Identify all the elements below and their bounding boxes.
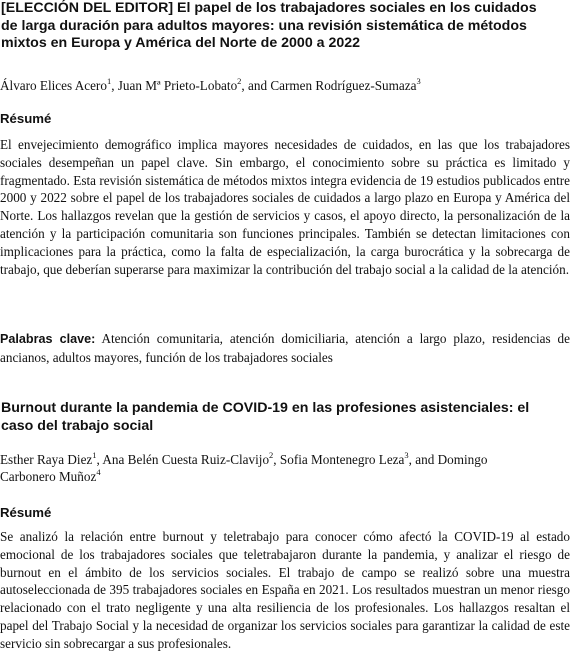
article-2-authors <box>0 451 545 485</box>
article-1-abstract: El envejecimiento demográfico implica mayores necesidades de cuidados, en las que los trabajadores sociales desempeñan un papel clave. Sin embargo, el conocimiento sobre su práctica es limitado y fragmentado. Esta revisión sistemática de métodos mixtos integra evidencia de 19 estudios publicados entre 2000 y 2022 sobre el papel de los trabajadores sociales de cuidados a largo plazo en Europa y América del Norte. Los hallazgos revelan que la gestión de servicios y casos, el apoyo directo, la personalización de la atención y la participación comunitaria son funciones principales. También se detectan limitaciones con implicaciones para la práctica, como la falta de especialización, la carga burocrática y la sobrecarga de trabajo, que deberían superarse para maximizar la contribución del trabajo social a la calidad de la atención. <box>0 137 570 277</box>
author-affiliation: 2 <box>269 450 274 460</box>
article-1-keywords <box>0 330 570 367</box>
author-affiliation: 4 <box>96 467 101 477</box>
author-affiliation: 3 <box>404 450 409 460</box>
author-affiliation: 2 <box>237 76 242 86</box>
author-separator: , <box>96 452 103 467</box>
article-1-authors <box>0 77 572 94</box>
author-name: Esther Raya Diez <box>0 452 93 467</box>
author-affiliation: 1 <box>106 76 112 86</box>
article-1-resume-heading: Résumé <box>0 111 52 126</box>
author-affiliation: 1 <box>92 450 97 460</box>
keywords-label: Palabras clave: <box>0 332 96 346</box>
author-affiliation: 3 <box>416 76 421 86</box>
article-1-title[interactable]: [ELECCIÓN DEL EDITOR] El papel de los trabajadores sociales en los cuidados de larga duración para adultos mayores: una revisión sistemática de métodos mixtos en Europa y América del Norte de 2000 a 2022 <box>1 0 537 51</box>
author-separator: , <box>111 78 118 93</box>
article-2-resume-heading: Résumé <box>0 505 52 520</box>
author-separator: , and <box>408 452 438 467</box>
author-name: Sofia Montenegro Leza <box>279 452 405 467</box>
article-2-title[interactable]: Burnout durante la pandemia de COVID-19 en las profesiones asistenciales: el caso del trabajo social <box>1 400 530 434</box>
article-2 <box>0 400 572 651</box>
author-name: Domingo Carbonero Muñoz <box>0 452 488 484</box>
author-name: Juan Mª Prieto-Lobato <box>117 78 238 93</box>
article-2-abstract: Se analizó la relación entre burnout y teletrabajo para conocer cómo afectó la COVID-19 al estado emocional de los trabajadores sociales que teletrabajaron durante la pandemia, y analizar el riesgo de burnout en el ámbito de los servicios sociales. El trabajo de campo se realizó sobre una muestra autoseleccionada de 395 trabajadores sociales en España en 2021. Los resultados muestran un menor riesgo relacionado con el trato negligente y una alta resiliencia de los profesionales. Los hallazgos resaltan el papel del Trabajo Social y la necesidad de organizar los servicios sociales para garantizar la calidad de este servicio sin sobrecargar a sus profesionales. <box>0 529 570 651</box>
keywords-list: Atención comunitaria, atención domiciliaria, atención a largo plazo, residencias de ancianos, adultos mayores, función de los trabajadores sociales <box>0 331 570 365</box>
author-name: Álvaro Elices Acero <box>0 78 107 93</box>
author-separator: , <box>273 452 280 467</box>
author-separator: , and <box>241 78 271 93</box>
author-name: Carmen Rodríguez-Sumaza <box>270 78 417 93</box>
author-name: Ana Belén Cuesta Ruiz-Clavijo <box>102 452 270 467</box>
